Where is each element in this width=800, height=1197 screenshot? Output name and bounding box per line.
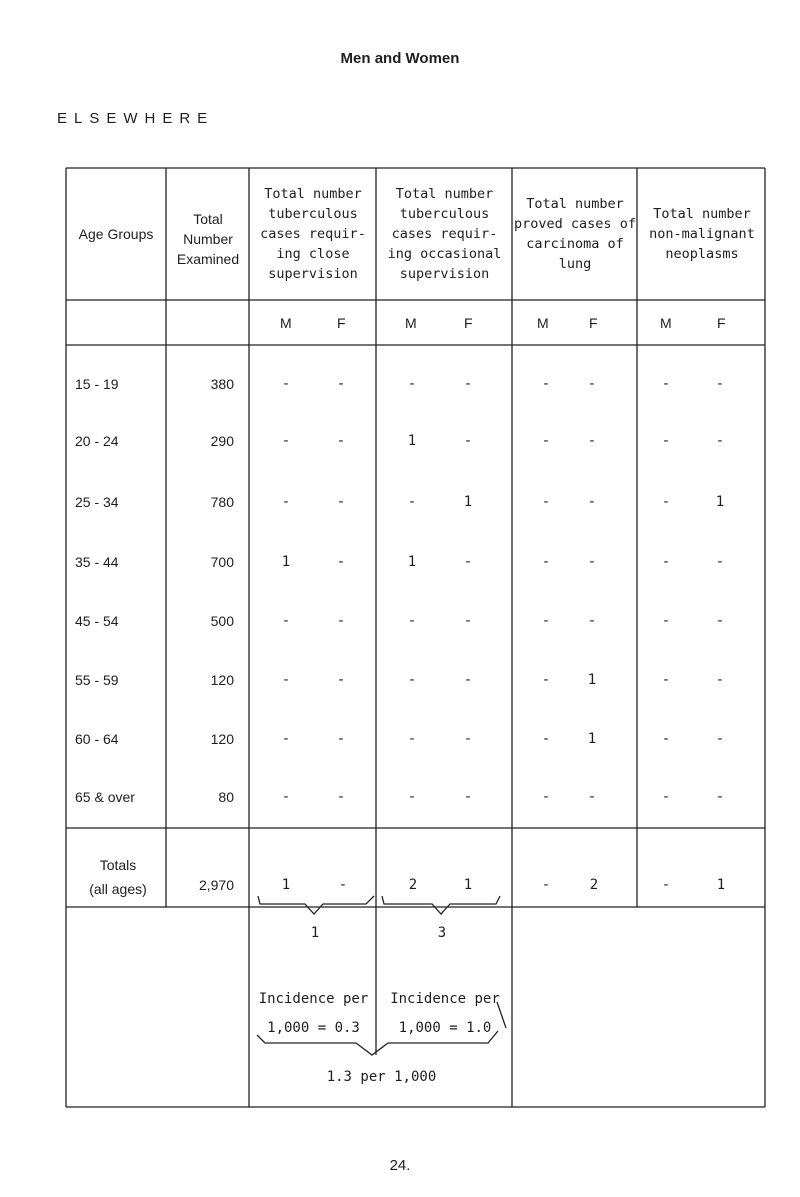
- cell-neo-f: -: [715, 613, 725, 629]
- subheader-close-m: M: [280, 315, 292, 331]
- cell-carc-m: -: [541, 554, 551, 570]
- cell-occ-m: -: [407, 789, 417, 805]
- close-incidence: [251, 985, 376, 1043]
- subheader-close-f: F: [337, 315, 346, 331]
- totals-close-m: 1: [281, 877, 291, 893]
- cell-carc-f: -: [587, 433, 597, 449]
- cell-close-m: -: [281, 494, 291, 510]
- cell-neo-f: 1: [715, 494, 725, 510]
- cell-neo-m: -: [661, 789, 671, 805]
- row-total-examined: 500: [210, 613, 234, 629]
- row-total-examined: 700: [210, 554, 234, 570]
- row-total-examined: 780: [210, 494, 234, 510]
- subheader-occ-f: F: [464, 315, 473, 331]
- totals-neo-f: 1: [716, 877, 726, 893]
- cell-carc-m: -: [541, 613, 551, 629]
- cell-occ-f: -: [463, 554, 473, 570]
- row-age-group: 35 - 44: [75, 554, 119, 570]
- cell-occ-m: 1: [407, 554, 417, 570]
- subheader-carc-m: M: [537, 315, 549, 331]
- cell-carc-f: -: [587, 376, 597, 392]
- row-age-group: 65 & over: [75, 789, 135, 805]
- cell-close-m: -: [281, 731, 291, 747]
- cell-carc-m: -: [541, 731, 551, 747]
- totals-neo-m: -: [661, 877, 671, 893]
- row-age-group: 15 - 19: [75, 376, 119, 392]
- row-age-group: 60 - 64: [75, 731, 119, 747]
- totals-close-f: -: [338, 877, 348, 893]
- section-heading: ELSEWHERE: [57, 110, 215, 127]
- cell-neo-f: -: [715, 672, 725, 688]
- row-total-examined: 290: [210, 433, 234, 449]
- header-close-supervision: Total number tuberculous cases requir- ing close supervision: [260, 186, 366, 282]
- overall-incidence: 1.3 per 1,000: [326, 1069, 437, 1085]
- cell-neo-m: -: [661, 554, 671, 570]
- row-age-group: 55 - 59: [75, 672, 119, 688]
- cell-carc-f: 1: [587, 672, 597, 688]
- header-carcinoma: Total number proved cases of carcinoma of lung: [514, 196, 636, 272]
- row-total-examined: 80: [218, 789, 234, 805]
- cell-neo-m: -: [661, 376, 671, 392]
- cell-close-f: -: [336, 554, 346, 570]
- cell-occ-f: -: [463, 672, 473, 688]
- totals-occ-m: 2: [408, 877, 418, 893]
- cell-occ-f: 1: [463, 494, 473, 510]
- occ-incidence-line1: Incidence per: [390, 991, 500, 1007]
- cell-close-f: -: [336, 376, 346, 392]
- cell-carc-f: -: [587, 494, 597, 510]
- cell-occ-f: -: [463, 613, 473, 629]
- subheader-neo-f: F: [717, 315, 726, 331]
- cell-neo-m: -: [661, 731, 671, 747]
- occ-incidence-line2: 1,000 = 1.0: [398, 1020, 492, 1036]
- close-incidence-line2: 1,000 = 0.3: [267, 1020, 360, 1036]
- cell-carc-m: -: [541, 433, 551, 449]
- header-age-groups: Age Groups: [78, 226, 154, 242]
- cell-close-m: -: [281, 613, 291, 629]
- cell-occ-f: -: [463, 731, 473, 747]
- cell-close-f: -: [336, 789, 346, 805]
- totals-carc-m: -: [541, 877, 551, 893]
- subheader-neo-m: M: [660, 315, 672, 331]
- cell-neo-f: -: [715, 789, 725, 805]
- cell-close-m: 1: [281, 554, 291, 570]
- cell-neo-f: -: [715, 731, 725, 747]
- totals-label-line1: Totals: [99, 857, 137, 873]
- cell-occ-m: -: [407, 731, 417, 747]
- cell-occ-m: -: [407, 376, 417, 392]
- row-age-group: 45 - 54: [75, 613, 119, 629]
- cell-neo-f: -: [715, 554, 725, 570]
- cell-neo-m: -: [661, 433, 671, 449]
- cell-occ-f: -: [463, 789, 473, 805]
- header-non-malignant: Total number non-malignant neoplasms: [649, 206, 755, 262]
- occ-combined-total: 3: [437, 925, 447, 941]
- subheader-occ-m: M: [405, 315, 417, 331]
- cell-carc-m: -: [541, 789, 551, 805]
- page-number: 24.: [389, 1157, 411, 1174]
- close-incidence-line1: Incidence per: [258, 991, 369, 1007]
- cell-occ-m: -: [407, 613, 417, 629]
- cell-neo-m: -: [661, 494, 671, 510]
- cell-neo-m: -: [661, 613, 671, 629]
- cell-carc-f: -: [587, 554, 597, 570]
- cell-occ-f: -: [463, 376, 473, 392]
- cell-occ-m: 1: [407, 433, 417, 449]
- cell-occ-m: -: [407, 672, 417, 688]
- cell-carc-m: -: [541, 494, 551, 510]
- cell-close-m: -: [281, 433, 291, 449]
- cell-close-m: -: [281, 672, 291, 688]
- subheader-carc-f: F: [589, 315, 598, 331]
- cell-close-m: -: [281, 789, 291, 805]
- cell-close-f: -: [336, 494, 346, 510]
- cell-carc-m: -: [541, 376, 551, 392]
- cell-neo-m: -: [661, 672, 671, 688]
- totals-label: [70, 853, 166, 901]
- cell-close-f: -: [336, 613, 346, 629]
- totals-occ-f: 1: [463, 877, 473, 893]
- cell-carc-m: -: [541, 672, 551, 688]
- cell-carc-f: -: [587, 613, 597, 629]
- cell-neo-f: -: [715, 376, 725, 392]
- cell-close-m: -: [281, 376, 291, 392]
- cell-close-f: -: [336, 731, 346, 747]
- cell-close-f: -: [336, 672, 346, 688]
- totals-label-line2: (all ages): [89, 881, 147, 897]
- cell-carc-f: 1: [587, 731, 597, 747]
- cell-occ-m: -: [407, 494, 417, 510]
- totals-carc-f: 2: [589, 877, 599, 893]
- cell-occ-f: -: [463, 433, 473, 449]
- cell-carc-f: -: [587, 789, 597, 805]
- row-age-group: 25 - 34: [75, 494, 119, 510]
- row-age-group: 20 - 24: [75, 433, 119, 449]
- row-total-examined: 380: [210, 376, 234, 392]
- row-total-examined: 120: [210, 672, 234, 688]
- header-total-examined: Total Number Examined: [176, 211, 240, 267]
- cell-neo-f: -: [715, 433, 725, 449]
- page-title: Men and Women: [340, 50, 460, 67]
- occ-incidence: [378, 985, 512, 1043]
- header-occasional-supervision: Total number tuberculous cases requir- ing occasional supervision: [387, 186, 502, 282]
- cell-close-f: -: [336, 433, 346, 449]
- row-total-examined: 120: [210, 731, 234, 747]
- totals-examined: 2,970: [198, 877, 234, 893]
- close-combined-total: 1: [310, 925, 320, 941]
